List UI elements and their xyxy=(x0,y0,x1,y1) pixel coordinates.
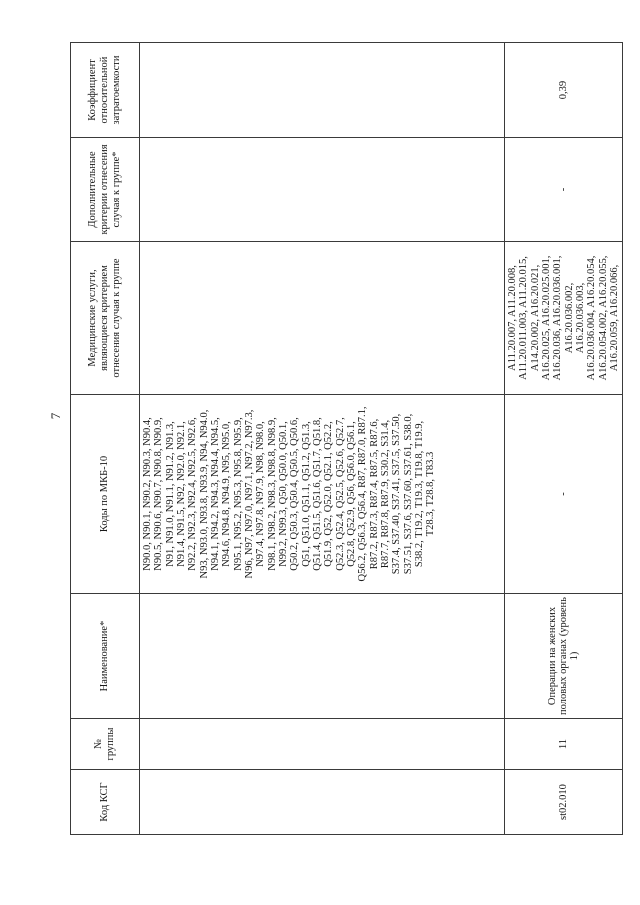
icd-line: Q51, Q51.0, Q51.1, Q51.2, Q51.3, xyxy=(300,421,312,567)
cell-medical-services xyxy=(505,242,623,395)
icd-line: N96, N97, N97.0, N97.1, N97.2, N97.3, xyxy=(243,409,255,579)
icd-line: N90.5, N90.6, N90.7, N90.8, N90.9, xyxy=(153,417,165,571)
icd-line: S37.4, S37.40, S37.41, S37.5, S37.50, xyxy=(391,413,403,575)
cell-ksg-code xyxy=(140,770,505,835)
ksg-table xyxy=(70,42,623,835)
icd-line: N97.4, N97.8, N97.9, N98, N98.0, xyxy=(255,421,267,567)
icd-line: N91.4, N91.5, N92, N92.0, N92.1, xyxy=(175,421,187,567)
cell-coefficient: 0,39 xyxy=(505,43,623,138)
page-number: 7 xyxy=(48,412,63,420)
icd-line: S38.2, T19.2, T19.3, T19.8, T19.9, xyxy=(413,420,425,568)
cell-icd10-codes xyxy=(140,395,505,594)
service-line: A16.20.025, A16.20.025.001, xyxy=(540,255,552,381)
header-name: Наименование* xyxy=(71,594,140,719)
service-line: A14.20.002, A16.20.021, xyxy=(529,264,541,372)
service-line: A16.20.059, A16.20.066, xyxy=(608,264,620,372)
icd-line: Q50.2, Q50.3, Q50.4, Q50.5, Q50.6, xyxy=(289,417,301,571)
header-ksg-code: Код КСГ xyxy=(71,770,140,835)
icd-line: Q52.3, Q52.4, Q52.5, Q52.6, Q52.7, xyxy=(334,417,346,571)
service-line: A16.20.036.003, xyxy=(574,282,586,354)
cell-group-number xyxy=(140,719,505,770)
icd-line: N92.2, N92.3, N92.4, N92.5, N92.6, xyxy=(187,417,199,571)
header-extra-criteria: Дополнительные критерии отнесения случая к группе* xyxy=(71,138,140,242)
header-icd10-codes: Коды по МКБ-10 xyxy=(71,395,140,594)
icd-line: N90.0, N90.1, N90.2, N90.3, N90.4, xyxy=(142,417,153,571)
table-header-row xyxy=(71,43,140,835)
table-row xyxy=(505,43,623,835)
icd-line: R87.2, R87.3, R87.4, R87.5, R87.6, xyxy=(368,418,380,570)
icd-line: Q52.8, Q52.9, Q56, Q56.0, Q56.1, xyxy=(345,421,357,567)
cell-ksg-code: st02.010 xyxy=(505,770,623,835)
icd-line: S37.51, S37.6, S37.60, S37.61, S38.0, xyxy=(402,413,414,575)
cell-name xyxy=(140,594,505,719)
table-row xyxy=(140,43,505,835)
icd-line: N94.6, N94.8, N94.9, N95, N95.0, xyxy=(221,421,233,567)
service-line: A16.20.054.002, A16.20.055, xyxy=(597,255,609,381)
cell-group-number: 11 xyxy=(505,719,623,770)
header-group-number: № группы xyxy=(71,719,140,770)
cell-medical-services xyxy=(140,242,505,395)
service-line: A16.20.036.002, xyxy=(563,282,575,354)
cell-icd10-codes: - xyxy=(505,395,623,594)
icd-line: N95.1, N95.2, N95.3, N95.8, N95.9, xyxy=(232,417,244,571)
icd-line: T28.3, T28.8, T83.3 xyxy=(425,451,437,537)
service-line: A11.20.007, A11.20.008, xyxy=(507,265,518,371)
service-line: A16.20.036.004, A16.20.054, xyxy=(586,255,598,381)
icd-line: Q51.9, Q52, Q52.0, Q52.1, Q52.2, xyxy=(323,421,335,567)
header-coefficient: Коэффициент относительной затратоемкости xyxy=(71,43,140,138)
icd-line: Q56.2, Q56.3, Q56.4, R87, R87.0, R87.1, xyxy=(357,406,369,582)
icd-line: N94.1, N94.2, N94.3, N94.4, N94.5, xyxy=(209,417,221,571)
cell-name: Операции на женских половых органах (уровень 1) xyxy=(505,594,623,719)
icd-line: Q51.4, Q51.5, Q51.6, Q51.7, Q51.8, xyxy=(311,417,323,571)
cell-extra-criteria xyxy=(140,138,505,242)
icd-line: N99.2, N99.3, Q50, Q50.0, Q50.1, xyxy=(277,421,289,567)
icd-line: N93, N93.0, N93.8, N93.9, N94, N94.0, xyxy=(198,409,210,579)
cell-coefficient xyxy=(140,43,505,138)
header-medical-services: Медицинские услуги, являющиеся критерием отнесения случая к группе xyxy=(71,242,140,395)
service-line: A16.20.036, A16.20.036.001, xyxy=(552,255,564,381)
rotated-table-container xyxy=(70,55,620,835)
icd-line: N91, N91.0, N91.1, N91.2, N91.3, xyxy=(164,421,176,567)
icd-line: R87.7, R87.8, R87.9, S30.2, S31.4, xyxy=(379,419,391,569)
service-line: A11.20.011.003, A11.20.015, xyxy=(518,256,530,380)
cell-extra-criteria: - xyxy=(505,138,623,242)
icd-line: N98.1, N98.2, N98.3, N98.8, N98.9, xyxy=(266,417,278,571)
